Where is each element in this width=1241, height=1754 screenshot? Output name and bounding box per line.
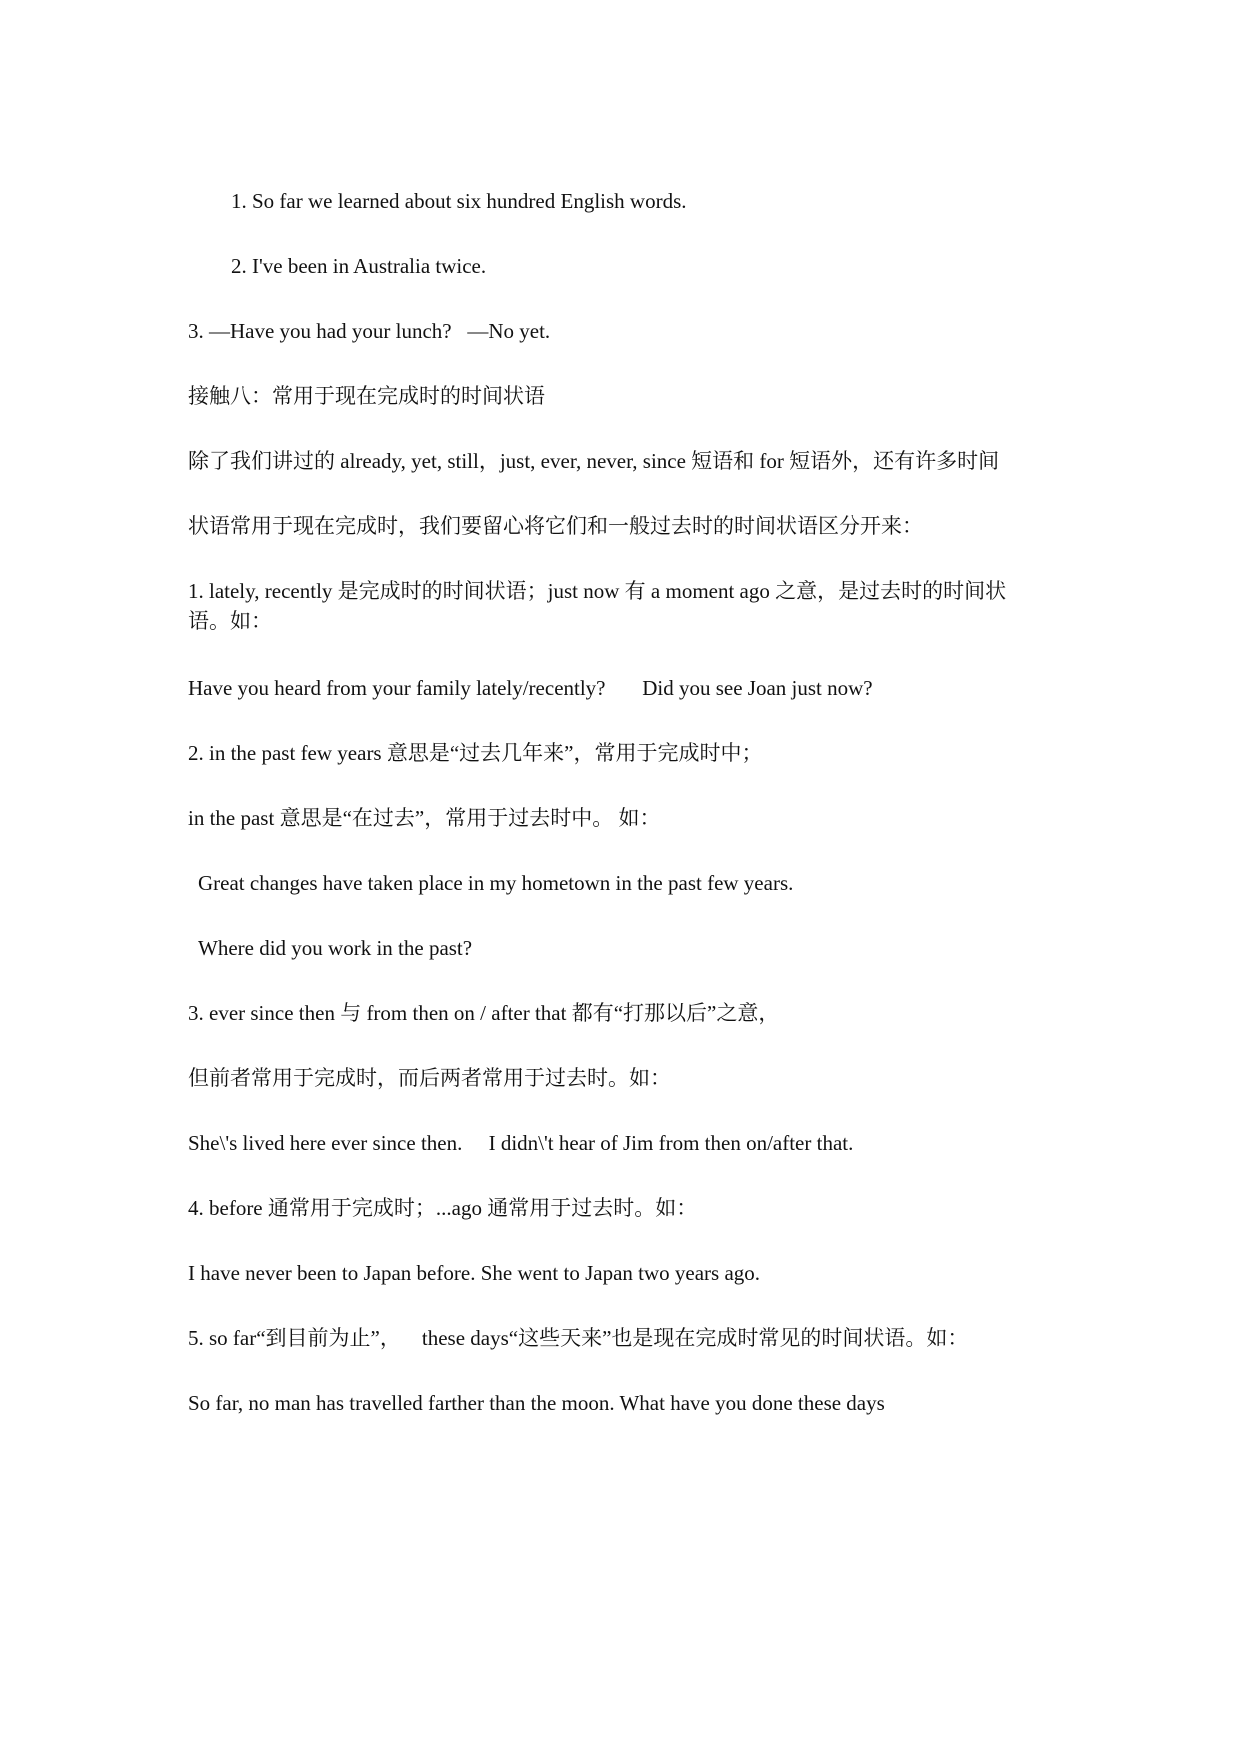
point-2-example-2: Where did you work in the past? [198,936,473,960]
point-2-example-1: Great changes have taken place in my hometown in the past few years. [198,871,794,895]
intro-paragraph-line-2: 状语常用于现在完成时，我们要留心将它们和一般过去时的时间状语区分开来： [188,514,923,538]
example-sentence-3: 3. —Have you had your lunch? —No yet. [188,319,551,343]
point-3-example: She\'s lived here ever since then. I didn\'t hear of Jim from then on/after that. [188,1131,854,1155]
point-1-line-1: 1. lately, recently 是完成时的时间状语；just now 有 a moment ago 之意，是过去时的时间状 [188,579,1007,603]
point-2-line-2: in the past 意思是“在过去”，常用于过去时中。 如： [188,806,661,830]
point-5-example: So far, no man has travelled farther than the moon. What have you done these days [188,1391,885,1415]
point-3-line-2: 但前者常用于完成时，而后两者常用于过去时。如： [188,1066,671,1090]
example-sentence-1: 1. So far we learned about six hundred English words. [231,189,687,213]
point-1-line-2: 语。如： [188,609,272,633]
example-sentence-2: 2. I've been in Australia twice. [231,254,487,278]
point-4-example: I have never been to Japan before. She went to Japan two years ago. [188,1261,761,1285]
point-1-example: Have you heard from your family lately/recently? Did you see Joan just now? [188,676,873,700]
intro-paragraph-line-1: 除了我们讲过的 already, yet, still，just, ever, never, since 短语和 for 短语外，还有许多时间 [188,449,1000,473]
point-2-line-1: 2. in the past few years 意思是“过去几年来”，常用于完成时中； [188,741,763,765]
point-4-line: 4. before 通常用于完成时；...ago 通常用于过去时。如： [188,1196,698,1220]
point-5-line: 5. so far“到目前为止”， these days“这些天来”也是现在完成时常见的时间状语。如： [188,1326,969,1350]
point-3-line-1: 3. ever since then 与 from then on / after that 都有“打那以后”之意， [188,1001,780,1025]
section-heading: 接触八：常用于现在完成时的时间状语 [188,384,545,408]
